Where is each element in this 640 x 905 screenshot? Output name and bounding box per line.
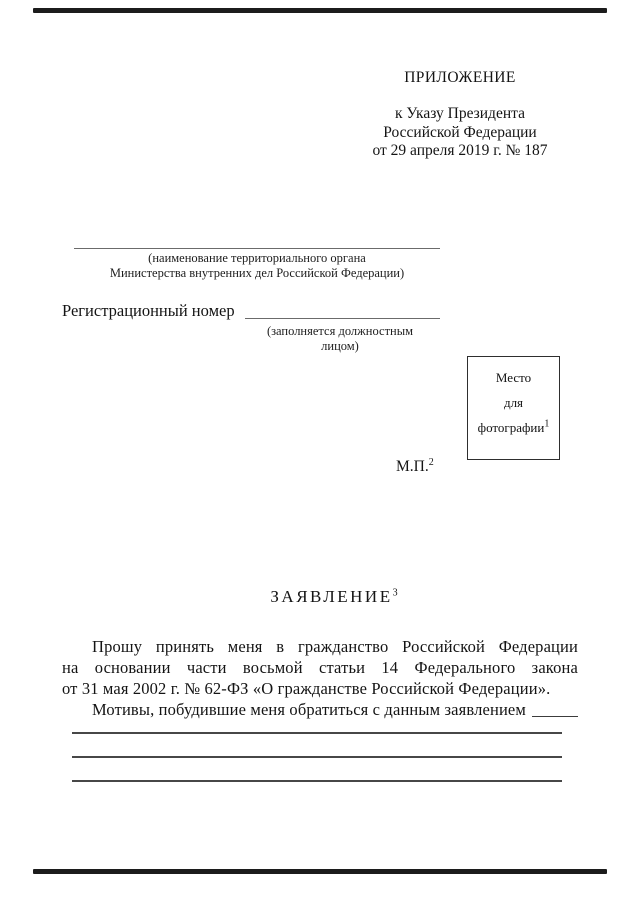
blank-answer-line[interactable] [72, 756, 562, 758]
territorial-authority-caption: (наименование территориального органа [148, 251, 366, 265]
registration-caption-line: (заполняется должностным [266, 324, 414, 338]
scan-artifact-bottom-bar [33, 869, 607, 874]
blank-answer-line[interactable] [72, 732, 562, 734]
photo-placeholder-line: фотографии$^1$ [477, 418, 550, 435]
stamp-place-mark: М.П.$^2$ [396, 456, 434, 475]
application-title: ЗАЯВЛЕНИЕ$^3$ [270, 587, 398, 606]
registration-number-label: Регистрационный номер [62, 301, 235, 320]
body-paragraph-line: от 31 мая 2002 г. № 62-ФЗ «О гражданстве Российской Федерации». [62, 679, 551, 698]
photo-placeholder-box [467, 356, 560, 460]
body-paragraph-line: на основании части восьмой статьи 14 Федерального закона [62, 658, 578, 677]
decree-reference-line: к Указу Президента [395, 105, 525, 122]
territorial-authority-input-line[interactable] [74, 240, 440, 249]
blank-answer-line[interactable] [72, 780, 562, 782]
motives-row [62, 699, 578, 720]
photo-placeholder-line: Место [495, 370, 532, 385]
footnote-mark: 2 [428, 456, 434, 468]
appendix-header [358, 68, 562, 161]
scan-artifact-top-bar [33, 8, 607, 13]
motives-label: Мотивы, побудившие меня обратиться с данным заявлением [92, 700, 526, 719]
motives-input-line[interactable] [532, 699, 578, 717]
photo-placeholder-line: для [503, 395, 524, 410]
territorial-authority-block [74, 240, 440, 280]
registration-number-input-line[interactable] [245, 301, 440, 319]
decree-reference-line: от 29 апреля 2019 г. № 187 [372, 142, 548, 159]
body-paragraph-line: Прошу принять меня в гражданство Российской Федерации [92, 637, 578, 656]
territorial-authority-caption: Министерства внутренних дел Российской Федерации) [109, 265, 405, 280]
footnote-mark: 3 [392, 587, 398, 599]
footnote-mark: 1 [544, 418, 550, 430]
application-body [62, 636, 578, 720]
appendix-label: ПРИЛОЖЕНИЕ [404, 69, 516, 86]
registration-caption-line: лицом) [321, 338, 359, 353]
registration-number-row [62, 301, 440, 321]
decree-reference-line: Российской Федерации [383, 123, 537, 141]
decree-reference [358, 105, 562, 161]
registration-number-caption [240, 324, 440, 353]
